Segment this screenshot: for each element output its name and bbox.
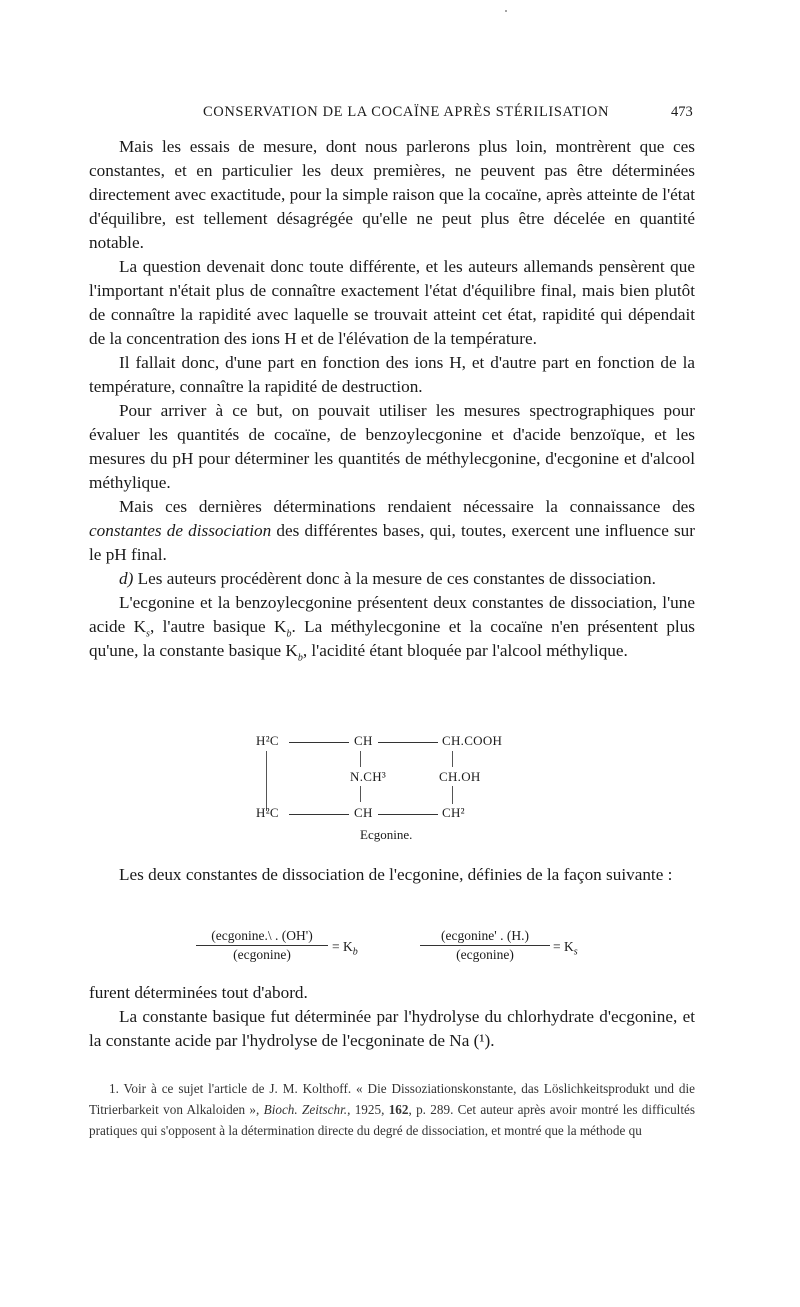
paragraph-5-text-b: des différentes bases, qui, toutes, exercent une influence sur le pH final. [89,521,696,564]
formula-ch2-bottom: CH² [442,805,465,820]
paragraph-9: furent déterminées tout d'abord. [89,983,308,1002]
paragraph-5 [89,495,695,567]
paragraph-2: La question devenait donc toute différente, et les auteurs allemands pensèrent que l'important n'était plus de connaître exactement l'état d'équilibre final, mais bien plutôt de connaître la rapidité avec laquelle se trouvait atteint cet état, rapidité qui dépendait de la concentration des ions H et de l'élévation de la température. [89,257,695,348]
bond-line [378,814,438,815]
formula-h2c-bottom: H²C [256,805,279,820]
footnote-text-a: 1. Voir à ce sujet l'article de J. M. Kolthoff. « Die Dissoziationskonstante, das Löslichkeitsprodukt und die Titrierbarkeit von Alkaloiden », [89,1081,695,1117]
fraction-bar [420,945,550,946]
formula-ch-bottom: CH [354,805,373,820]
main-text [89,135,695,663]
paragraph-7-c: . La méthylecgonine et la cocaïne n'en présentent plus qu'une, la constante basique K [89,617,695,660]
equation-2-denominator: (ecgonine) [456,947,514,962]
formula-ch-top: CH [354,733,373,748]
paragraph-5-italic: constantes de dissociation [89,521,272,540]
equation-1-rhs-text: = K [332,939,353,954]
running-header [0,104,800,128]
formula-caption: Ecgonine. [360,827,413,842]
footnote-text-b: , 1925, [347,1102,389,1117]
dissociation-equations [0,928,800,974]
footnote [89,1078,695,1141]
page-number: 473 [671,104,693,120]
equation-2-rhs [553,939,578,958]
footnote-volume: 162 [388,1102,409,1117]
paragraph-6 [89,567,695,591]
paragraph-4: Pour arriver à ce but, on pouvait utiliser les mesures spectrographiques pour évaluer les quantités de cocaïne, de benzoylecgonine et d'acide benzoïque, et les mesures du pH pour déterminer les quantités de méthylecgonine, d'ecgonine et d'alcool méthylique. [89,401,695,492]
paragraph-3: Il fallait donc, d'une part en fonction des ions H, et d'autre part en fonction de la température, connaître la rapidité de destruction. [89,353,695,396]
bond-line [360,751,361,767]
paragraph-7-sub-b: b [286,628,292,640]
footnote-1 [89,1078,695,1141]
bond-line [289,742,349,743]
equation-1-numerator: (ecgonine.\ . (OH') [211,928,313,943]
paragraph-7-d: , l'acidité étant bloquée par l'alcool méthylique. [302,641,628,660]
bond-line [452,751,453,767]
bond-line [360,786,361,802]
formula-h2c-top: H²C [256,733,279,748]
equation-1-rhs-sub: b [352,946,358,958]
equation-2-fraction [420,928,550,963]
lower-text-2 [89,981,695,1053]
footnote-text-c: , p. 289. Cet auteur après avoir montré les difficultés pratiques qui s'opposent à la détermination directe du degré de dissociation, et montré que la méthode qu [89,1102,695,1138]
formula-n-ch3: N.CH³ [350,769,387,784]
equation-2-rhs-text: = K [553,939,574,954]
formula-ch-oh: CH.OH [439,769,481,784]
bond-line [266,751,267,811]
paragraph-7 [89,591,695,663]
paragraph-6-text: Les auteurs procédèrent donc à la mesure de ces constantes de dissociation. [133,569,656,588]
running-title: CONSERVATION DE LA COCAÏNE APRÈS STÉRILISATION [203,104,610,120]
footnote-journal: Bioch. Zeitschr. [263,1102,348,1117]
paragraph-7-sub-s: s [146,628,150,640]
bond-line [452,786,453,804]
paragraph-1: Mais les essais de mesure, dont nous parlerons plus loin, montrèrent que ces constantes, et en particulier les deux premières, ne peuvent pas être déterminées directement avec exactitude, pour la simple raison que la cocaïne, après atteinte de l'état d'équilibre, est tellement désagrégée qu'elle ne peut plus être décelée en quantité notable. [89,137,695,252]
equation-1-denominator: (ecgonine) [233,947,291,962]
paragraph-7-a: L'ecgonine et la benzoylecgonine présentent deux constantes de dissociation, l'une acide K [89,593,695,636]
equation-1-rhs [332,939,358,958]
formula-ch-cooh: CH.COOH [442,733,503,748]
paragraph-7-b: , l'autre basique K [149,617,287,636]
paragraph-7-sub-b2: b [297,652,303,664]
equation-1-fraction [196,928,328,963]
lower-text-1 [89,863,695,887]
paragraph-5-text-a: Mais ces dernières déterminations rendaient nécessaire la connaissance des [119,497,695,516]
equation-2-numerator: (ecgonine' . (H.) [441,928,529,943]
bond-line [289,814,349,815]
paragraph-8: Les deux constantes de dissociation de l'ecgonine, définies de la façon suivante : [119,865,673,884]
paragraph-10: La constante basique fut déterminée par l'hydrolyse du chlorhydrate d'ecgonine, et la constante acide par l'hydrolyse de l'ecgoninate de Na (¹). [89,1007,695,1050]
bond-line [378,742,438,743]
fraction-bar [196,945,328,946]
page-speck [505,10,507,12]
paragraph-6-label: d) [119,569,134,588]
equation-2-rhs-sub: s [573,946,578,958]
